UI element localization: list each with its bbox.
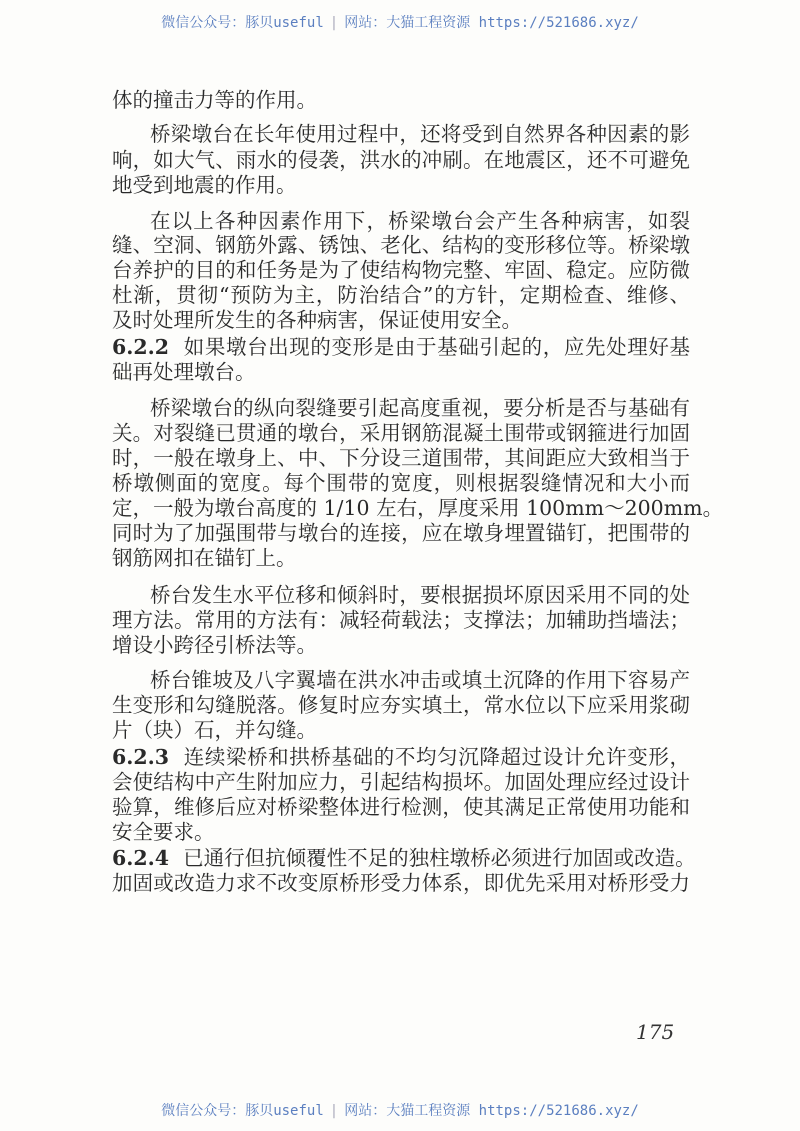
watermark-wechat: 微信公众号：豚贝useful xyxy=(161,15,324,31)
text-line: 体的撞击力等的作用。 xyxy=(112,88,317,112)
text-line: 连续梁桥和拱桥基础的不均匀沉降超过设计允许变形， xyxy=(183,745,690,769)
text-line: 桥台锥坡及八字翼墙在洪水冲击或填土沉降的作用下容易产 xyxy=(150,668,690,692)
text-line: 同时为了加强围带与墩台的连接，应在墩身埋置锚钉，把围带的 xyxy=(112,521,690,545)
text-line: 杜渐，贯彻“预防为主，防治结合”的方针，定期检查、维修、 xyxy=(112,283,690,307)
text-line: 桥台发生水平位移和倾斜时，要根据损坏原因采用不同的处 xyxy=(150,583,690,607)
text-line: 桥梁墩台在长年使用过程中，还将受到自然界各种因素的影 xyxy=(150,122,690,146)
text-line: 钢筋网扣在锚钉上。 xyxy=(112,546,297,570)
section-number: 6.2.3 xyxy=(112,745,170,769)
watermark-footer xyxy=(0,1100,800,1120)
text-line: 会使结构中产生附加应力，引起结构损坏。加固处理应经过设计 xyxy=(112,770,690,794)
text-line: 响，如大气、雨水的侵袭，洪水的冲刷。在地震区，还不可避免 xyxy=(112,148,690,172)
section-line xyxy=(112,845,696,871)
text-line: 片（块）石，并勾缝。 xyxy=(112,718,317,742)
section-line xyxy=(112,334,690,360)
text-line: 及时处理所发生的各种病害，保证使用安全。 xyxy=(112,308,522,332)
text-line: 缝、空洞、钢筋外露、锈蚀、老化、结构的变形移位等。桥梁墩 xyxy=(112,233,690,257)
watermark-header xyxy=(0,12,800,32)
text-line: 加固或改造力求不改变原桥形受力体系，即优先采用对桥形受力 xyxy=(112,871,690,895)
text-line: 安全要求。 xyxy=(112,820,215,844)
section-line xyxy=(112,744,690,770)
section-number: 6.2.4 xyxy=(112,846,170,870)
text-line: 验算，维修后应对桥梁整体进行检测，使其满足正常使用功能和 xyxy=(112,795,690,819)
text-line: 理方法。常用的方法有：减轻荷载法；支撑法；加辅助挡墙法； xyxy=(112,608,690,632)
text-line: 生变形和勾缝脱落。修复时应夯实填土，常水位以下应采用浆砌 xyxy=(112,693,690,717)
text-line: 定，一般为墩台高度的 1/10 左右，厚度采用 100mm～200mm。 xyxy=(112,496,724,520)
text-line: 桥梁墩台的纵向裂缝要引起高度重视，要分析是否与基础有 xyxy=(150,396,690,420)
text-line: 时，一般在墩身上、中、下分设三道围带，其间距应大致相当于 xyxy=(112,446,690,470)
watermark-wechat: 微信公众号：豚贝useful xyxy=(161,1103,324,1119)
watermark-separator: | xyxy=(329,15,339,31)
page-number: 175 xyxy=(636,1020,675,1044)
text-line: 在以上各种因素作用下，桥梁墩台会产生各种病害，如裂 xyxy=(150,209,690,233)
text-line: 台养护的目的和任务是为了使结构物完整、牢固、稳定。应防微 xyxy=(112,258,690,282)
text-line: 已通行但抗倾覆性不足的独柱墩桥必须进行加固或改造。 xyxy=(183,846,696,870)
watermark-site: 网站：大猫工程资源 https://521686.xyz/ xyxy=(344,15,639,31)
text-line: 地受到地震的作用。 xyxy=(112,173,297,197)
text-line: 增设小跨径引桥法等。 xyxy=(112,633,317,657)
text-line: 如果墩台出现的变形是由于基础引起的，应先处理好基 xyxy=(183,335,690,359)
watermark-site: 网站：大猫工程资源 https://521686.xyz/ xyxy=(344,1103,639,1119)
section-number: 6.2.2 xyxy=(112,335,170,359)
text-line: 关。对裂缝已贯通的墩台，采用钢筋混凝土围带或钢箍进行加固 xyxy=(112,421,690,445)
text-line: 桥墩侧面的宽度。每个围带的宽度，则根据裂缝情况和大小而 xyxy=(112,471,690,495)
watermark-separator: | xyxy=(329,1103,339,1119)
text-line: 础再处理墩台。 xyxy=(112,360,256,384)
